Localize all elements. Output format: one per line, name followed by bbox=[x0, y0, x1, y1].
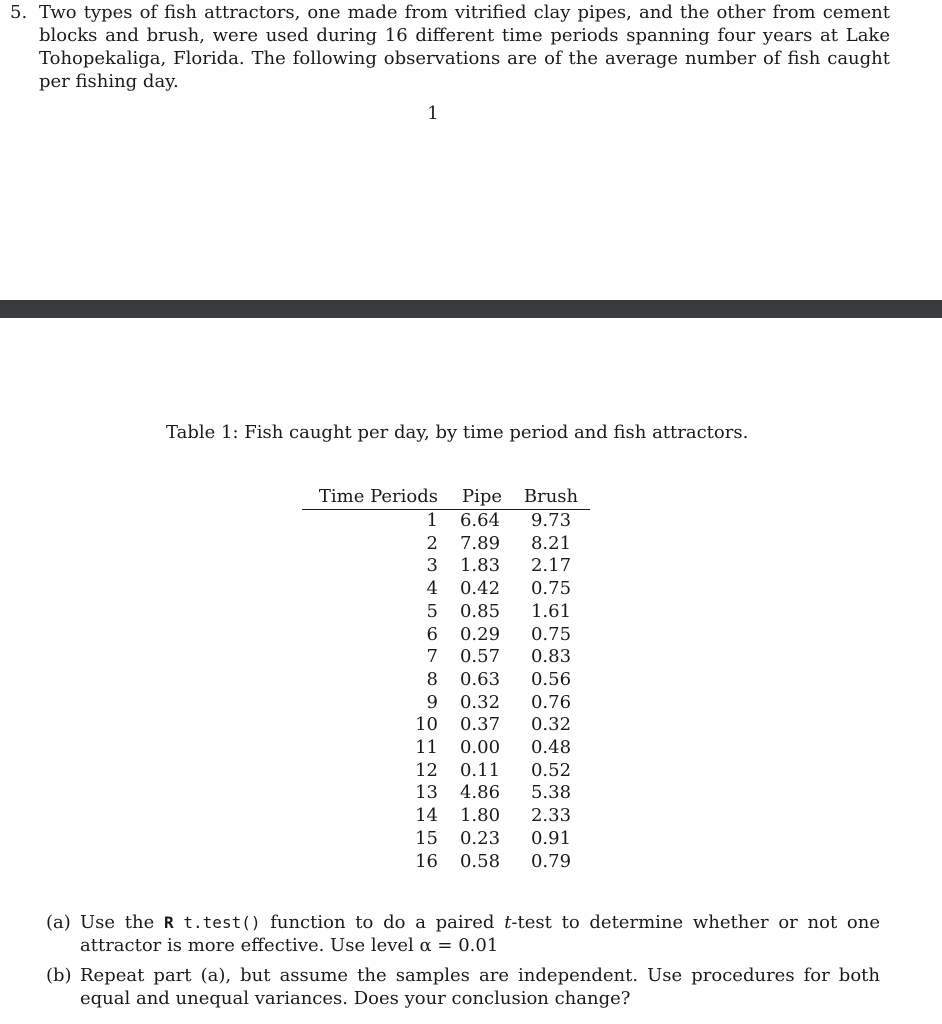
table-row bbox=[302, 555, 590, 578]
cell-time-period: 4 bbox=[426, 578, 438, 600]
problem-statement bbox=[10, 1, 890, 93]
table-row bbox=[302, 533, 590, 556]
table-row bbox=[302, 601, 590, 624]
cell-pipe: 6.64 bbox=[459, 510, 501, 531]
cell-pipe: 0.00 bbox=[459, 737, 501, 759]
cell-pipe: 0.29 bbox=[459, 623, 501, 645]
problem-number: 5. bbox=[10, 2, 28, 23]
cell-time-period: 5 bbox=[426, 600, 438, 622]
table-body bbox=[302, 510, 590, 874]
part-a-t-italic: t bbox=[504, 912, 512, 933]
cell-brush: 2.17 bbox=[530, 555, 572, 577]
table-header-row bbox=[302, 484, 590, 510]
page-divider bbox=[0, 300, 942, 318]
table-row bbox=[302, 669, 590, 692]
header-brush: Brush bbox=[512, 484, 590, 510]
cell-brush: 0.76 bbox=[530, 691, 572, 713]
cell-time-period: 2 bbox=[426, 532, 438, 554]
cell-time-period: 1 bbox=[426, 510, 438, 531]
cell-brush: 0.75 bbox=[530, 623, 572, 645]
cell-brush: 0.56 bbox=[530, 668, 572, 690]
fish-data-table bbox=[302, 484, 590, 873]
table-row bbox=[302, 805, 590, 828]
cell-pipe: 1.80 bbox=[459, 805, 501, 827]
table-row bbox=[302, 578, 590, 601]
part-b-label: (b) bbox=[46, 965, 72, 986]
cell-pipe: 7.89 bbox=[459, 532, 501, 554]
question-parts bbox=[46, 911, 880, 1017]
part-b bbox=[46, 964, 880, 1010]
cell-brush: 0.79 bbox=[530, 850, 572, 872]
cell-brush: 9.73 bbox=[530, 510, 572, 531]
header-pipe: Pipe bbox=[438, 484, 512, 510]
cell-time-period: 15 bbox=[415, 827, 438, 849]
cell-time-period: 6 bbox=[426, 623, 438, 645]
cell-brush: 0.52 bbox=[530, 759, 572, 781]
cell-time-period: 12 bbox=[415, 759, 438, 781]
part-a-label: (a) bbox=[46, 912, 71, 933]
table-row bbox=[302, 692, 590, 715]
cell-pipe: 0.11 bbox=[459, 759, 501, 781]
cell-brush: 0.32 bbox=[530, 714, 572, 736]
cell-time-period: 16 bbox=[415, 850, 438, 872]
cell-time-period: 3 bbox=[426, 555, 438, 577]
part-a bbox=[46, 911, 880, 957]
table-row bbox=[302, 510, 590, 533]
code-r: R bbox=[164, 913, 174, 932]
cell-time-period: 8 bbox=[426, 668, 438, 690]
cell-pipe: 0.58 bbox=[459, 850, 501, 872]
cell-time-period: 11 bbox=[415, 737, 438, 759]
cell-pipe: 0.42 bbox=[459, 578, 501, 600]
cell-brush: 0.48 bbox=[530, 737, 572, 759]
alpha-level: α = 0.01 bbox=[419, 935, 499, 956]
cell-pipe: 0.57 bbox=[459, 646, 501, 668]
cell-time-period: 7 bbox=[426, 646, 438, 668]
cell-pipe: 0.32 bbox=[459, 691, 501, 713]
cell-time-period: 9 bbox=[426, 691, 438, 713]
problem-text: Two types of fish attractors, one made from vitrified clay pipes, and the other from cement blocks and brush, were used during 16 different time periods spanning four years at Lake Tohopekaliga, Florida. The following observations are of the average number of fish caught per fishing day. bbox=[39, 2, 890, 92]
cell-brush: 8.21 bbox=[530, 532, 572, 554]
cell-brush: 1.61 bbox=[530, 600, 572, 622]
part-b-text: Repeat part (a), but assume the samples are independent. Use procedures for both equal and unequal variances. Does your conclusion change? bbox=[80, 965, 880, 1009]
table-row bbox=[302, 782, 590, 805]
cell-pipe: 0.63 bbox=[459, 668, 501, 690]
cell-brush: 0.91 bbox=[530, 827, 572, 849]
table-row bbox=[302, 714, 590, 737]
cell-pipe: 0.37 bbox=[459, 714, 501, 736]
cell-brush: 2.33 bbox=[530, 805, 572, 827]
part-a-text-1: Use the bbox=[80, 912, 165, 933]
part-a-text-3: -test to determine whether or not one attractor is more effective. Use level bbox=[80, 912, 880, 956]
cell-brush: 0.83 bbox=[530, 646, 572, 668]
part-a-text bbox=[80, 911, 880, 957]
header-time-periods: Time Periods bbox=[302, 484, 438, 510]
cell-pipe: 0.85 bbox=[459, 600, 501, 622]
cell-time-period: 14 bbox=[415, 805, 438, 827]
cell-brush: 0.75 bbox=[530, 578, 572, 600]
table-caption: Table 1: Fish caught per day, by time period and fish attractors. bbox=[166, 422, 749, 443]
table-row bbox=[302, 851, 590, 874]
cell-time-period: 13 bbox=[415, 782, 438, 804]
cell-pipe: 4.86 bbox=[459, 782, 501, 804]
cell-pipe: 1.83 bbox=[459, 555, 501, 577]
cell-pipe: 0.23 bbox=[459, 827, 501, 849]
table-row bbox=[302, 646, 590, 669]
cell-time-period: 10 bbox=[415, 714, 438, 736]
table-row bbox=[302, 624, 590, 647]
table-row bbox=[302, 760, 590, 783]
part-a-text-2: function to do a paired bbox=[260, 912, 505, 933]
cell-brush: 5.38 bbox=[530, 782, 572, 804]
page-number: 1 bbox=[427, 103, 439, 124]
code-t-test: t.test() bbox=[183, 913, 261, 932]
table-row bbox=[302, 737, 590, 760]
table-row bbox=[302, 828, 590, 851]
